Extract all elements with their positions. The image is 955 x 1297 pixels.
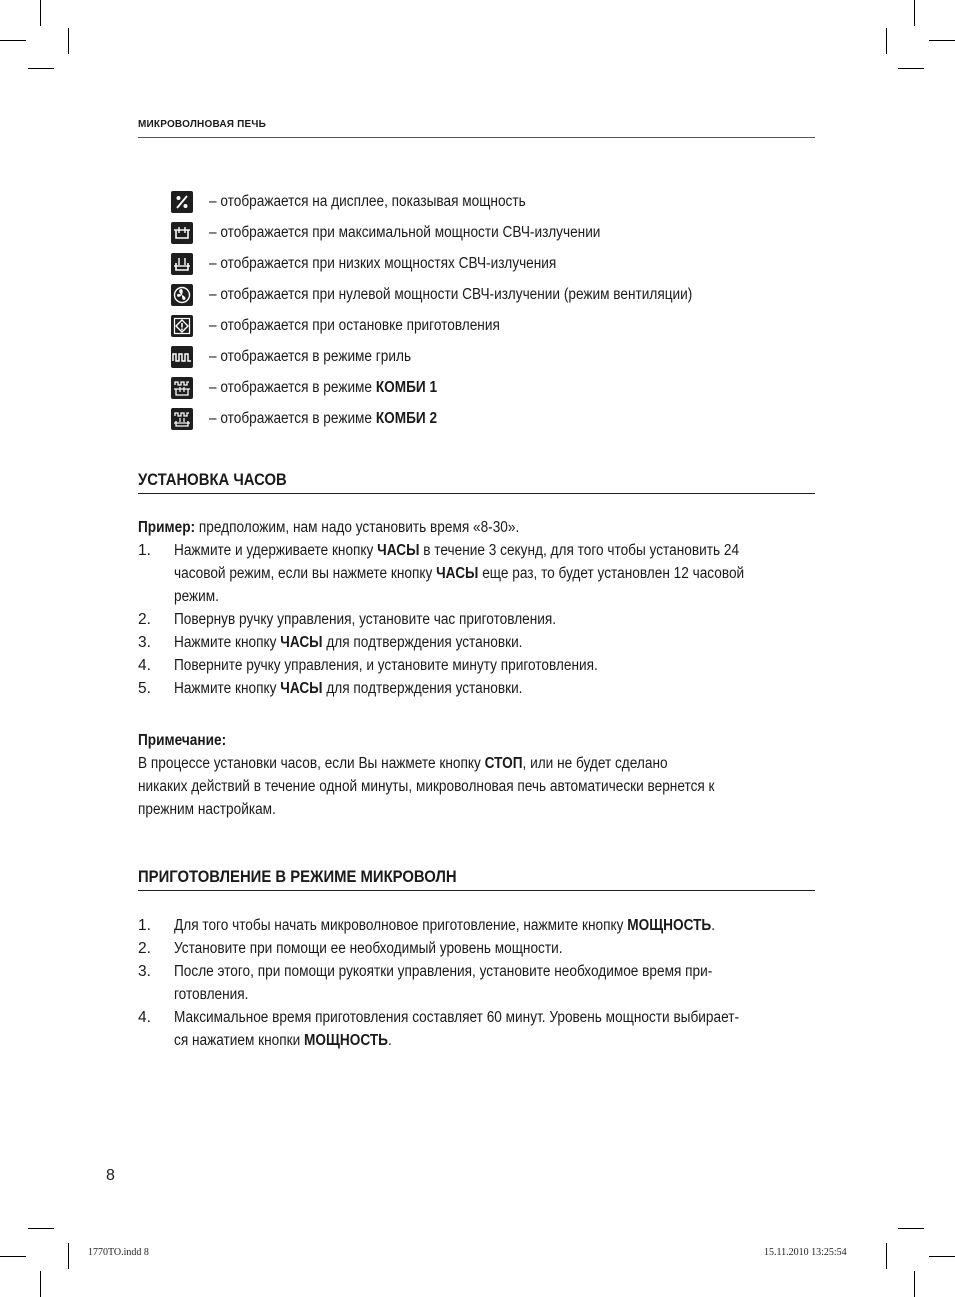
list-item: 1. Для того чтобы начать микроволновое приготовление, нажмите кнопку МОЩНОСТЬ. [138, 917, 716, 934]
microwave-instructions [138, 914, 815, 1052]
example-line: Пример: предположим, нам надо установить время «8-30». [138, 519, 520, 536]
max-power-icon [171, 222, 193, 244]
crop-mark [914, 0, 915, 26]
page-number: 8 [106, 1167, 115, 1184]
list-item: 4. Максимальное время приготовления составляет 60 минут. Уровень мощности выбирает- ся нажатием кнопки МОЩНОСТЬ. [138, 1009, 740, 1049]
section-title-microwave: ПРИГОТОВЛЕНИЕ В РЕЖИМЕ МИКРОВОЛН [138, 868, 815, 891]
legend-row [171, 186, 811, 217]
legend-text: – отображается в режиме КОМБИ 2 [209, 409, 438, 427]
slug-file: 1770TO.indd 8 [88, 1247, 149, 1258]
percent-icon [171, 191, 193, 213]
crop-mark [28, 1228, 54, 1229]
list-item: 3. После этого, при помощи рукоятки управления, установите необходимое время при- готовления. [138, 963, 713, 1003]
legend-text: – отображается на дисплее, показывая мощность [209, 192, 526, 210]
crop-mark [929, 1256, 955, 1257]
list-item: 2. Установите при помощи ее необходимый уровень мощности. [138, 940, 563, 957]
section-title-clock: УСТАНОВКА ЧАСОВ [138, 471, 815, 494]
crop-mark [40, 1271, 41, 1297]
crop-mark [0, 40, 26, 41]
crop-mark [914, 1271, 915, 1297]
crop-mark [886, 28, 887, 54]
icon-legend [171, 186, 811, 434]
legend-row [171, 279, 811, 310]
note-block: Примечание: В процессе установки часов, если Вы нажмете кнопку СТОП, или не будет сделано никаких действий в течение одной минуты, микроволновая печь автоматически вернется к прежним настройкам. [138, 729, 815, 821]
crop-mark [68, 1243, 69, 1269]
running-header: МИКРОВОЛНОВАЯ ПЕЧЬ [138, 119, 815, 138]
slug-date: 15.11.2010 13:25:54 [764, 1247, 847, 1258]
list-item: 1. Нажмите и удерживаете кнопку ЧАСЫ в течение 3 секунд, для того чтобы установить 24 часовой режим, если вы нажмете кнопку ЧАСЫ еще раз, то будет установлен 12 часовой режим. [138, 542, 745, 605]
legend-row [171, 217, 811, 248]
low-power-icon [171, 253, 193, 275]
crop-mark [68, 28, 69, 54]
legend-row [171, 372, 811, 403]
legend-row [171, 341, 811, 372]
crop-mark [40, 0, 41, 26]
crop-mark [28, 68, 54, 69]
legend-text: – отображается при низких мощностях СВЧ-излучения [209, 254, 557, 272]
crop-mark [898, 1228, 924, 1229]
legend-text: – отображается при нулевой мощности СВЧ-излучении (режим вентиляции) [209, 285, 693, 303]
legend-row [171, 310, 811, 341]
grill-icon [171, 346, 193, 368]
crop-mark [929, 40, 955, 41]
crop-mark [898, 68, 924, 69]
list-item: 4. Поверните ручку управления, и установите минуту приготовления. [138, 657, 598, 674]
legend-row [171, 248, 811, 279]
note-label: Примечание: [138, 732, 227, 749]
stop-icon [171, 315, 193, 337]
crop-mark [0, 1256, 26, 1257]
legend-text: – отображается при максимальной мощности СВЧ-излучении [209, 223, 601, 241]
legend-row [171, 403, 811, 434]
clock-instructions [138, 516, 815, 700]
list-item: 2. Повернув ручку управления, установите час приготовления. [138, 611, 557, 628]
crop-mark [886, 1243, 887, 1269]
list-item: 3. Нажмите кнопку ЧАСЫ для подтверждения установки. [138, 634, 523, 651]
legend-text: – отображается при остановке приготовления [209, 316, 500, 334]
legend-text: – отображается в режиме КОМБИ 1 [209, 378, 438, 396]
list-item: 5. Нажмите кнопку ЧАСЫ для подтверждения установки. [138, 680, 523, 697]
combi2-icon [171, 408, 193, 430]
fan-icon [171, 284, 193, 306]
combi1-icon [171, 377, 193, 399]
legend-text: – отображается в режиме гриль [209, 347, 412, 365]
